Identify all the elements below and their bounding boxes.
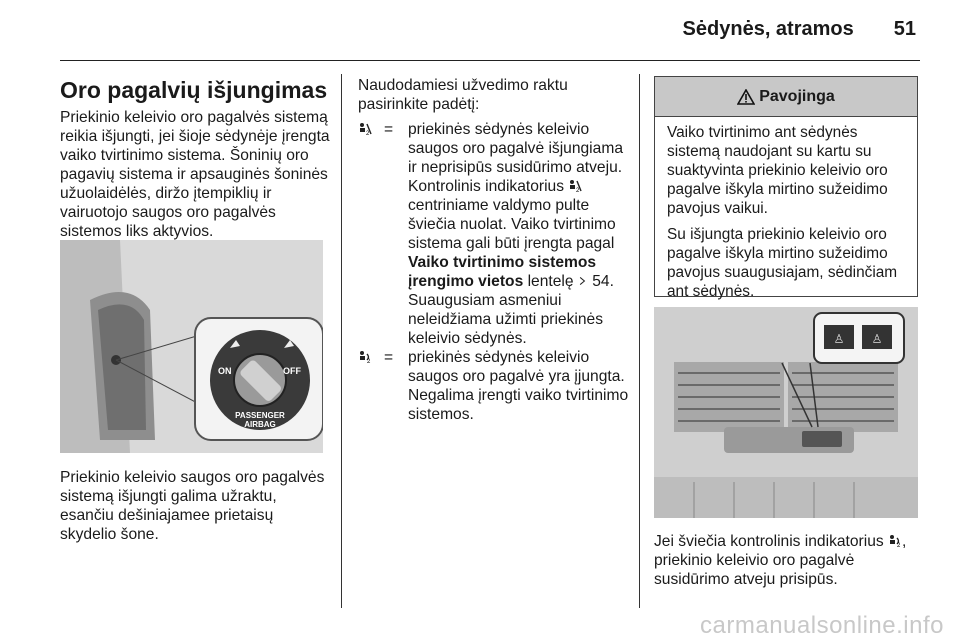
position-definition-list	[358, 120, 630, 424]
section-title: Sėdynės, atramos	[682, 18, 854, 40]
airbag-on-icon	[888, 534, 902, 548]
caption-text-a: Jei šviečia kontrolinis indikatorius	[654, 533, 884, 550]
svg-text:♙: ♙	[833, 332, 845, 346]
equals-sign: =	[384, 349, 394, 366]
definition-text-d: Suaugusiam asmeniui neleidžiama užimti priekinės keleivio sėdynės.	[408, 292, 604, 347]
running-head	[683, 18, 916, 41]
select-position-intro: Naudodamiesi užvedimo raktu pasirinkite padėtį:	[358, 77, 568, 113]
svg-text:2: 2	[366, 131, 370, 136]
warning-body	[655, 117, 917, 301]
switch-on-label: ON	[218, 366, 232, 376]
warning-paragraph: Su išjungta priekinio keleivio oro pagalve iškyla mirtino sužeidimo pavojus suaugusiajam, sėdinčiam ant sėdynės.	[667, 226, 898, 300]
column-divider	[341, 74, 342, 608]
caption-text-b: , priekinio keleivio oro pagalvė susidūrimo atveju prisipūs.	[654, 533, 907, 588]
section-heading: Oro pagalvių išjungimas	[60, 77, 328, 103]
page-reference: 54	[592, 273, 610, 290]
switch-airbag-label: AIRBAG	[244, 420, 276, 429]
right-caption-block	[654, 532, 924, 589]
warning-header	[655, 77, 917, 117]
definition-text: priekinės sėdynės keleivio saugos oro pagalvė išjungiama ir neprisipūs susidūrimo atveju. Kontrolinis indikatorius 2 centriniame valdymo pulte šviečia nuolat. Vaiko tvirtinimo sistema gali būti įrengta pagal Vaiko tvirtinimo sistemos įrengimo vietos lentelę 54. Suaugusiam asmeniui neleidžiama užimti priekinės keleivio sėdynės.	[408, 121, 623, 347]
warning-box	[654, 76, 918, 300]
indicator-caption	[654, 532, 924, 589]
dashboard-indicator-photo	[654, 307, 918, 518]
definition-text: priekinės sėdynės keleivio saugos oro pagalvė yra įjungta. Negalima įrengti vaiko tvirtinimo sistemos.	[408, 349, 629, 423]
warning-paragraph: Vaiko tvirtinimo ant sėdynės sistemą naudojant su kartu su suaktyvinta priekinio keleivio oro pagalve iškyla mirtino sužeidimo pavojus vaikui.	[667, 124, 888, 217]
definition-off	[358, 120, 630, 348]
definition-text-a: priekinės sėdynės keleivio saugos oro pagalvė išjungiama ir neprisipūs susidūrimo atveju. Kontrolinis indikatorius	[408, 121, 623, 195]
switch-passenger-label: PASSENGER	[235, 411, 285, 420]
page-number: 51	[893, 18, 916, 40]
airbag-off-icon	[568, 179, 582, 193]
airbag-on-icon	[358, 350, 372, 364]
intro-paragraph: Priekinio keleivio oro pagalvės sistemą reikia išjungti, jei šioje sėdynėje įrengta vaiko tvirtinimo sistema. Šoninių oro pagavių sistema ir apsauginės šoninės užuolaidėlės, diržo įtempiklių ir vairuotojo saugos oro pagalvės sistemos liks aktyvios.	[60, 109, 330, 240]
table-reference-title: Vaiko tvirtinimo sistemos įrengimo vietos	[408, 254, 597, 290]
header-rule	[60, 60, 920, 61]
definition-text-c: lentelę	[527, 273, 574, 290]
left-column	[60, 76, 332, 241]
page-ref-icon	[578, 274, 588, 288]
warning-title: Pavojinga	[759, 87, 835, 105]
watermark: carmanualsonline.info	[700, 612, 944, 639]
svg-text:2: 2	[897, 543, 901, 548]
airbag-off-icon	[358, 122, 372, 136]
equals-sign: =	[384, 121, 394, 138]
warning-triangle-icon	[737, 89, 755, 105]
svg-text:2: 2	[576, 188, 580, 193]
photo-caption: Priekinio keleivio saugos oro pagalvės sistemą išjungti galima užraktu, esančiu dešiniajamee prietaisų skydelio šone.	[60, 469, 325, 543]
svg-text:♙: ♙	[871, 332, 883, 346]
middle-column	[358, 76, 630, 424]
airbag-switch-photo	[60, 240, 323, 453]
definition-text-b: centriniame valdymo pulte šviečia nuolat. Vaiko tvirtinimo sistema gali būti įrengta pagal	[408, 197, 616, 252]
switch-off-label: OFF	[283, 366, 301, 376]
column-divider	[639, 74, 640, 608]
definition-on	[358, 348, 630, 424]
left-caption-block	[60, 468, 330, 544]
svg-text:2: 2	[367, 359, 371, 364]
